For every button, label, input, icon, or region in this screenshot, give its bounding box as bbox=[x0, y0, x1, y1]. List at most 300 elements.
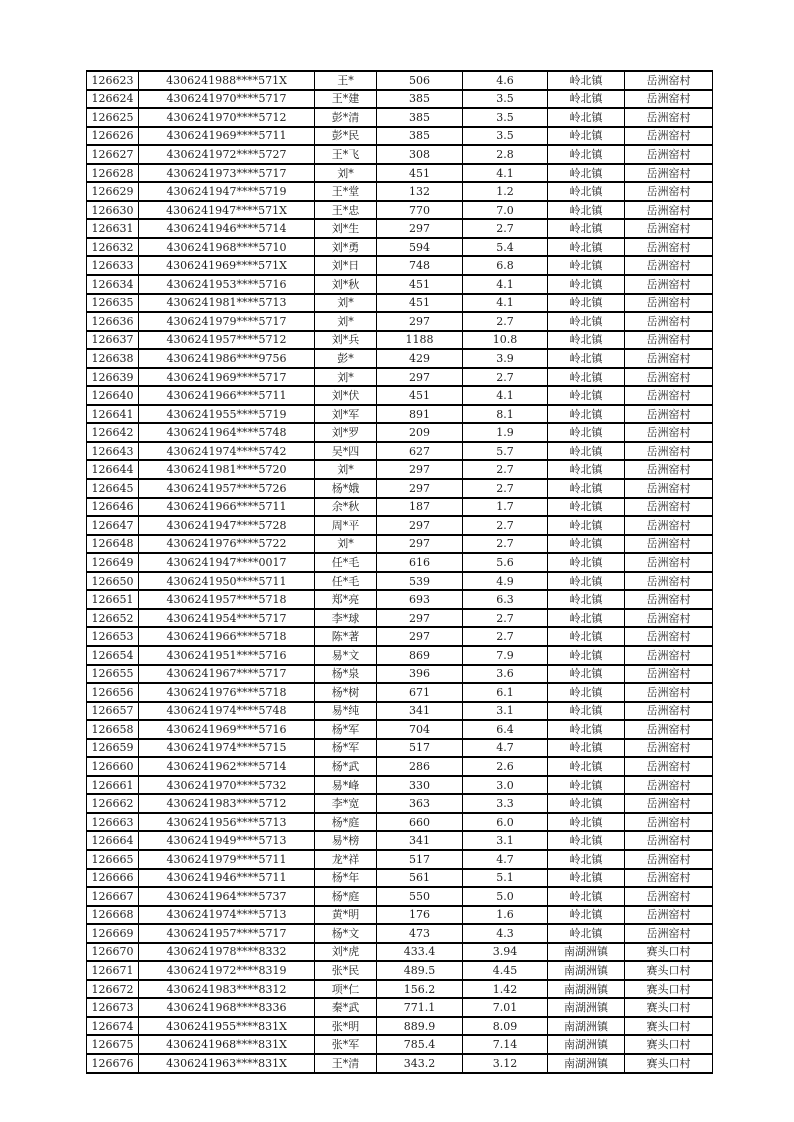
cell-id-number: 4306241970****5717 bbox=[139, 90, 315, 109]
cell-id-number: 4306241969****571X bbox=[139, 256, 315, 275]
cell-village: 岳洲窑村 bbox=[625, 349, 713, 368]
cell-town: 岭北镇 bbox=[548, 275, 625, 294]
cell-record-no: 126650 bbox=[87, 572, 139, 591]
cell-secondary-amount: 4.6 bbox=[463, 71, 548, 90]
cell-record-no: 126669 bbox=[87, 924, 139, 943]
cell-record-no: 126640 bbox=[87, 386, 139, 405]
cell-village: 赛头口村 bbox=[625, 980, 713, 999]
cell-name: 刘*伏 bbox=[315, 386, 377, 405]
cell-id-number: 4306241957****5718 bbox=[139, 590, 315, 609]
table-row bbox=[87, 831, 713, 850]
cell-id-number: 4306241970****5712 bbox=[139, 108, 315, 127]
cell-record-no: 126667 bbox=[87, 887, 139, 906]
cell-amount: 671 bbox=[377, 683, 463, 702]
cell-record-no: 126631 bbox=[87, 219, 139, 238]
cell-id-number: 4306241978****8332 bbox=[139, 943, 315, 962]
table-row bbox=[87, 368, 713, 387]
cell-village: 岳洲窑村 bbox=[625, 831, 713, 850]
cell-town: 岭北镇 bbox=[548, 108, 625, 127]
cell-id-number: 4306241973****5717 bbox=[139, 164, 315, 183]
cell-record-no: 126675 bbox=[87, 1035, 139, 1054]
cell-secondary-amount: 7.9 bbox=[463, 646, 548, 665]
cell-id-number: 4306241964****5748 bbox=[139, 423, 315, 442]
table-row bbox=[87, 702, 713, 721]
cell-amount: 330 bbox=[377, 776, 463, 795]
cell-town: 岭北镇 bbox=[548, 294, 625, 313]
cell-record-no: 126664 bbox=[87, 831, 139, 850]
cell-town: 岭北镇 bbox=[548, 238, 625, 257]
cell-village: 岳洲窑村 bbox=[625, 256, 713, 275]
cell-amount: 132 bbox=[377, 182, 463, 201]
cell-village: 岳洲窑村 bbox=[625, 609, 713, 628]
cell-id-number: 4306241976****5722 bbox=[139, 535, 315, 554]
cell-town: 岭北镇 bbox=[548, 405, 625, 424]
cell-id-number: 4306241974****5742 bbox=[139, 442, 315, 461]
cell-id-number: 4306241969****5717 bbox=[139, 368, 315, 387]
cell-record-no: 126633 bbox=[87, 256, 139, 275]
cell-id-number: 4306241974****5748 bbox=[139, 702, 315, 721]
cell-amount: 297 bbox=[377, 219, 463, 238]
table-row bbox=[87, 535, 713, 554]
cell-id-number: 4306241974****5713 bbox=[139, 906, 315, 925]
table-row bbox=[87, 423, 713, 442]
cell-secondary-amount: 2.7 bbox=[463, 312, 548, 331]
table-row bbox=[87, 813, 713, 832]
cell-amount: 308 bbox=[377, 145, 463, 164]
cell-id-number: 4306241979****5711 bbox=[139, 850, 315, 869]
table-row bbox=[87, 331, 713, 350]
cell-amount: 451 bbox=[377, 275, 463, 294]
cell-secondary-amount: 5.4 bbox=[463, 238, 548, 257]
cell-amount: 506 bbox=[377, 71, 463, 90]
cell-town: 岭北镇 bbox=[548, 182, 625, 201]
cell-id-number: 4306241983****5712 bbox=[139, 794, 315, 813]
cell-amount: 770 bbox=[377, 201, 463, 220]
cell-record-no: 126632 bbox=[87, 238, 139, 257]
cell-record-no: 126660 bbox=[87, 757, 139, 776]
cell-amount: 473 bbox=[377, 924, 463, 943]
cell-name: 李*宽 bbox=[315, 794, 377, 813]
cell-town: 南湖洲镇 bbox=[548, 1035, 625, 1054]
cell-record-no: 126646 bbox=[87, 498, 139, 517]
cell-id-number: 4306241963****831X bbox=[139, 1054, 315, 1073]
table-row bbox=[87, 850, 713, 869]
table-row bbox=[87, 275, 713, 294]
cell-village: 岳洲窑村 bbox=[625, 423, 713, 442]
cell-town: 岭北镇 bbox=[548, 219, 625, 238]
cell-id-number: 4306241966****5711 bbox=[139, 498, 315, 517]
cell-record-no: 126639 bbox=[87, 368, 139, 387]
cell-record-no: 126628 bbox=[87, 164, 139, 183]
cell-town: 岭北镇 bbox=[548, 683, 625, 702]
cell-record-no: 126644 bbox=[87, 460, 139, 479]
cell-amount: 517 bbox=[377, 850, 463, 869]
table-row bbox=[87, 683, 713, 702]
cell-town: 南湖洲镇 bbox=[548, 1017, 625, 1036]
cell-record-no: 126666 bbox=[87, 869, 139, 888]
cell-name: 张*军 bbox=[315, 1035, 377, 1054]
cell-town: 岭北镇 bbox=[548, 442, 625, 461]
cell-town: 岭北镇 bbox=[548, 127, 625, 146]
cell-amount: 1188 bbox=[377, 331, 463, 350]
cell-town: 岭北镇 bbox=[548, 553, 625, 572]
table-row bbox=[87, 516, 713, 535]
cell-town: 岭北镇 bbox=[548, 201, 625, 220]
cell-village: 赛头口村 bbox=[625, 1017, 713, 1036]
cell-amount: 616 bbox=[377, 553, 463, 572]
cell-secondary-amount: 4.45 bbox=[463, 961, 548, 980]
cell-id-number: 4306241957****5712 bbox=[139, 331, 315, 350]
cell-id-number: 4306241970****5732 bbox=[139, 776, 315, 795]
cell-record-no: 126651 bbox=[87, 590, 139, 609]
table-row bbox=[87, 145, 713, 164]
table-row bbox=[87, 108, 713, 127]
cell-id-number: 4306241979****5717 bbox=[139, 312, 315, 331]
cell-secondary-amount: 1.6 bbox=[463, 906, 548, 925]
cell-id-number: 4306241974****5715 bbox=[139, 739, 315, 758]
cell-town: 岭北镇 bbox=[548, 757, 625, 776]
cell-name: 杨*武 bbox=[315, 757, 377, 776]
table-row bbox=[87, 182, 713, 201]
cell-town: 岭北镇 bbox=[548, 665, 625, 684]
cell-amount: 343.2 bbox=[377, 1054, 463, 1073]
cell-record-no: 126665 bbox=[87, 850, 139, 869]
cell-amount: 385 bbox=[377, 90, 463, 109]
cell-secondary-amount: 4.1 bbox=[463, 386, 548, 405]
cell-secondary-amount: 3.3 bbox=[463, 794, 548, 813]
cell-secondary-amount: 2.7 bbox=[463, 609, 548, 628]
table-row bbox=[87, 776, 713, 795]
cell-name: 郑*亮 bbox=[315, 590, 377, 609]
cell-name: 刘*勇 bbox=[315, 238, 377, 257]
cell-town: 岭北镇 bbox=[548, 331, 625, 350]
cell-record-no: 126656 bbox=[87, 683, 139, 702]
cell-id-number: 4306241981****5713 bbox=[139, 294, 315, 313]
cell-town: 岭北镇 bbox=[548, 924, 625, 943]
cell-village: 岳洲窑村 bbox=[625, 312, 713, 331]
cell-name: 彭*民 bbox=[315, 127, 377, 146]
cell-village: 岳洲窑村 bbox=[625, 368, 713, 387]
cell-secondary-amount: 2.8 bbox=[463, 145, 548, 164]
cell-secondary-amount: 4.1 bbox=[463, 275, 548, 294]
table-row bbox=[87, 665, 713, 684]
cell-name: 易*纯 bbox=[315, 702, 377, 721]
cell-amount: 451 bbox=[377, 164, 463, 183]
cell-record-no: 126625 bbox=[87, 108, 139, 127]
cell-town: 岭北镇 bbox=[548, 906, 625, 925]
cell-secondary-amount: 1.42 bbox=[463, 980, 548, 999]
cell-id-number: 4306241954****5717 bbox=[139, 609, 315, 628]
cell-id-number: 4306241957****5717 bbox=[139, 924, 315, 943]
cell-village: 岳洲窑村 bbox=[625, 869, 713, 888]
cell-secondary-amount: 1.7 bbox=[463, 498, 548, 517]
cell-amount: 433.4 bbox=[377, 943, 463, 962]
cell-village: 岳洲窑村 bbox=[625, 887, 713, 906]
cell-name: 王*飞 bbox=[315, 145, 377, 164]
cell-town: 岭北镇 bbox=[548, 479, 625, 498]
cell-name: 王*忠 bbox=[315, 201, 377, 220]
cell-village: 岳洲窑村 bbox=[625, 275, 713, 294]
cell-amount: 297 bbox=[377, 479, 463, 498]
cell-id-number: 4306241947****0017 bbox=[139, 553, 315, 572]
cell-id-number: 4306241953****5716 bbox=[139, 275, 315, 294]
cell-secondary-amount: 1.9 bbox=[463, 423, 548, 442]
table-row bbox=[87, 460, 713, 479]
table-row bbox=[87, 201, 713, 220]
cell-secondary-amount: 5.7 bbox=[463, 442, 548, 461]
cell-town: 岭北镇 bbox=[548, 590, 625, 609]
cell-village: 赛头口村 bbox=[625, 998, 713, 1017]
cell-secondary-amount: 6.8 bbox=[463, 256, 548, 275]
cell-town: 南湖洲镇 bbox=[548, 943, 625, 962]
cell-amount: 869 bbox=[377, 646, 463, 665]
cell-amount: 209 bbox=[377, 423, 463, 442]
cell-record-no: 126661 bbox=[87, 776, 139, 795]
cell-village: 岳洲窑村 bbox=[625, 757, 713, 776]
cell-town: 岭北镇 bbox=[548, 739, 625, 758]
cell-town: 岭北镇 bbox=[548, 813, 625, 832]
cell-id-number: 4306241949****5713 bbox=[139, 831, 315, 850]
cell-town: 南湖洲镇 bbox=[548, 998, 625, 1017]
cell-name: 刘* bbox=[315, 312, 377, 331]
cell-amount: 297 bbox=[377, 460, 463, 479]
table-row bbox=[87, 442, 713, 461]
table-row bbox=[87, 1035, 713, 1054]
table-row bbox=[87, 943, 713, 962]
cell-secondary-amount: 6.4 bbox=[463, 720, 548, 739]
cell-record-no: 126674 bbox=[87, 1017, 139, 1036]
cell-village: 岳洲窑村 bbox=[625, 498, 713, 517]
cell-town: 岭北镇 bbox=[548, 145, 625, 164]
cell-name: 刘*生 bbox=[315, 219, 377, 238]
cell-name: 杨*庭 bbox=[315, 813, 377, 832]
cell-amount: 889.9 bbox=[377, 1017, 463, 1036]
cell-village: 岳洲窑村 bbox=[625, 720, 713, 739]
cell-name: 刘*罗 bbox=[315, 423, 377, 442]
records-table-body bbox=[87, 71, 713, 1073]
cell-amount: 594 bbox=[377, 238, 463, 257]
cell-name: 刘*军 bbox=[315, 405, 377, 424]
table-row bbox=[87, 386, 713, 405]
cell-name: 易*峰 bbox=[315, 776, 377, 795]
table-row bbox=[87, 720, 713, 739]
cell-amount: 385 bbox=[377, 127, 463, 146]
cell-amount: 297 bbox=[377, 368, 463, 387]
cell-secondary-amount: 4.3 bbox=[463, 924, 548, 943]
table-row bbox=[87, 627, 713, 646]
cell-amount: 341 bbox=[377, 702, 463, 721]
cell-secondary-amount: 3.6 bbox=[463, 665, 548, 684]
cell-record-no: 126634 bbox=[87, 275, 139, 294]
cell-name: 刘* bbox=[315, 535, 377, 554]
cell-amount: 748 bbox=[377, 256, 463, 275]
cell-amount: 693 bbox=[377, 590, 463, 609]
cell-id-number: 4306241951****5716 bbox=[139, 646, 315, 665]
table-row bbox=[87, 127, 713, 146]
cell-id-number: 4306241955****831X bbox=[139, 1017, 315, 1036]
cell-id-number: 4306241972****5727 bbox=[139, 145, 315, 164]
cell-village: 岳洲窑村 bbox=[625, 813, 713, 832]
cell-id-number: 4306241957****5726 bbox=[139, 479, 315, 498]
cell-secondary-amount: 8.09 bbox=[463, 1017, 548, 1036]
cell-secondary-amount: 2.7 bbox=[463, 516, 548, 535]
cell-record-no: 126645 bbox=[87, 479, 139, 498]
cell-amount: 363 bbox=[377, 794, 463, 813]
cell-town: 岭北镇 bbox=[548, 256, 625, 275]
cell-town: 南湖洲镇 bbox=[548, 980, 625, 999]
cell-record-no: 126654 bbox=[87, 646, 139, 665]
cell-secondary-amount: 2.7 bbox=[463, 627, 548, 646]
cell-secondary-amount: 3.1 bbox=[463, 831, 548, 850]
cell-record-no: 126676 bbox=[87, 1054, 139, 1073]
cell-id-number: 4306241964****5737 bbox=[139, 887, 315, 906]
cell-record-no: 126673 bbox=[87, 998, 139, 1017]
cell-village: 岳洲窑村 bbox=[625, 553, 713, 572]
cell-amount: 297 bbox=[377, 312, 463, 331]
cell-name: 陈*著 bbox=[315, 627, 377, 646]
cell-secondary-amount: 4.1 bbox=[463, 294, 548, 313]
cell-amount: 517 bbox=[377, 739, 463, 758]
cell-amount: 660 bbox=[377, 813, 463, 832]
cell-village: 岳洲窑村 bbox=[625, 331, 713, 350]
cell-secondary-amount: 8.1 bbox=[463, 405, 548, 424]
cell-secondary-amount: 1.2 bbox=[463, 182, 548, 201]
cell-name: 杨*年 bbox=[315, 869, 377, 888]
cell-name: 王*建 bbox=[315, 90, 377, 109]
cell-secondary-amount: 2.6 bbox=[463, 757, 548, 776]
cell-record-no: 126636 bbox=[87, 312, 139, 331]
cell-secondary-amount: 3.0 bbox=[463, 776, 548, 795]
cell-amount: 771.1 bbox=[377, 998, 463, 1017]
table-row bbox=[87, 998, 713, 1017]
table-row bbox=[87, 906, 713, 925]
cell-village: 岳洲窑村 bbox=[625, 201, 713, 220]
cell-village: 岳洲窑村 bbox=[625, 535, 713, 554]
cell-id-number: 4306241955****5719 bbox=[139, 405, 315, 424]
cell-name: 李*球 bbox=[315, 609, 377, 628]
cell-village: 岳洲窑村 bbox=[625, 219, 713, 238]
cell-id-number: 4306241947****5719 bbox=[139, 182, 315, 201]
cell-secondary-amount: 7.14 bbox=[463, 1035, 548, 1054]
cell-secondary-amount: 7.01 bbox=[463, 998, 548, 1017]
cell-name: 周*平 bbox=[315, 516, 377, 535]
cell-record-no: 126626 bbox=[87, 127, 139, 146]
cell-town: 岭北镇 bbox=[548, 349, 625, 368]
cell-name: 张*民 bbox=[315, 961, 377, 980]
table-row bbox=[87, 980, 713, 999]
cell-name: 余*秋 bbox=[315, 498, 377, 517]
cell-village: 赛头口村 bbox=[625, 961, 713, 980]
cell-record-no: 126662 bbox=[87, 794, 139, 813]
table-row bbox=[87, 794, 713, 813]
cell-town: 岭北镇 bbox=[548, 609, 625, 628]
cell-town: 岭北镇 bbox=[548, 572, 625, 591]
table-row bbox=[87, 609, 713, 628]
cell-secondary-amount: 4.1 bbox=[463, 164, 548, 183]
table-row bbox=[87, 869, 713, 888]
cell-village: 岳洲窑村 bbox=[625, 516, 713, 535]
cell-id-number: 4306241947****571X bbox=[139, 201, 315, 220]
table-row bbox=[87, 553, 713, 572]
cell-town: 岭北镇 bbox=[548, 646, 625, 665]
table-row bbox=[87, 590, 713, 609]
table-row bbox=[87, 238, 713, 257]
cell-record-no: 126641 bbox=[87, 405, 139, 424]
cell-record-no: 126653 bbox=[87, 627, 139, 646]
cell-town: 岭北镇 bbox=[548, 460, 625, 479]
cell-amount: 176 bbox=[377, 906, 463, 925]
cell-amount: 156.2 bbox=[377, 980, 463, 999]
cell-town: 岭北镇 bbox=[548, 831, 625, 850]
cell-name: 张*明 bbox=[315, 1017, 377, 1036]
cell-amount: 704 bbox=[377, 720, 463, 739]
table-row bbox=[87, 887, 713, 906]
cell-secondary-amount: 5.6 bbox=[463, 553, 548, 572]
cell-name: 刘*兵 bbox=[315, 331, 377, 350]
cell-id-number: 4306241986****9756 bbox=[139, 349, 315, 368]
table-row bbox=[87, 405, 713, 424]
cell-secondary-amount: 3.12 bbox=[463, 1054, 548, 1073]
cell-id-number: 4306241969****5711 bbox=[139, 127, 315, 146]
cell-town: 岭北镇 bbox=[548, 498, 625, 517]
cell-name: 杨*军 bbox=[315, 739, 377, 758]
cell-village: 岳洲窑村 bbox=[625, 590, 713, 609]
cell-record-no: 126657 bbox=[87, 702, 139, 721]
cell-village: 岳洲窑村 bbox=[625, 460, 713, 479]
table-row bbox=[87, 349, 713, 368]
table-row bbox=[87, 924, 713, 943]
cell-record-no: 126672 bbox=[87, 980, 139, 999]
cell-id-number: 4306241967****5717 bbox=[139, 665, 315, 684]
cell-village: 赛头口村 bbox=[625, 1054, 713, 1073]
cell-amount: 451 bbox=[377, 294, 463, 313]
cell-record-no: 126627 bbox=[87, 145, 139, 164]
cell-amount: 429 bbox=[377, 349, 463, 368]
cell-town: 岭北镇 bbox=[548, 794, 625, 813]
cell-amount: 187 bbox=[377, 498, 463, 517]
cell-village: 岳洲窑村 bbox=[625, 182, 713, 201]
cell-record-no: 126659 bbox=[87, 739, 139, 758]
cell-id-number: 4306241968****5710 bbox=[139, 238, 315, 257]
cell-name: 易*榜 bbox=[315, 831, 377, 850]
cell-secondary-amount: 3.1 bbox=[463, 702, 548, 721]
cell-record-no: 126648 bbox=[87, 535, 139, 554]
cell-village: 赛头口村 bbox=[625, 1035, 713, 1054]
cell-name: 秦*武 bbox=[315, 998, 377, 1017]
cell-name: 任*毛 bbox=[315, 572, 377, 591]
cell-id-number: 4306241968****8336 bbox=[139, 998, 315, 1017]
cell-town: 南湖洲镇 bbox=[548, 961, 625, 980]
cell-secondary-amount: 5.1 bbox=[463, 869, 548, 888]
cell-name: 杨*树 bbox=[315, 683, 377, 702]
cell-secondary-amount: 4.7 bbox=[463, 850, 548, 869]
cell-name: 吴*四 bbox=[315, 442, 377, 461]
cell-name: 刘*秋 bbox=[315, 275, 377, 294]
cell-name: 杨*军 bbox=[315, 720, 377, 739]
cell-village: 岳洲窑村 bbox=[625, 850, 713, 869]
cell-record-no: 126671 bbox=[87, 961, 139, 980]
cell-town: 岭北镇 bbox=[548, 720, 625, 739]
table-row bbox=[87, 71, 713, 90]
cell-secondary-amount: 4.9 bbox=[463, 572, 548, 591]
cell-town: 岭北镇 bbox=[548, 90, 625, 109]
cell-village: 岳洲窑村 bbox=[625, 794, 713, 813]
cell-id-number: 4306241981****5720 bbox=[139, 460, 315, 479]
cell-id-number: 4306241972****8319 bbox=[139, 961, 315, 980]
cell-name: 刘* bbox=[315, 164, 377, 183]
table-row bbox=[87, 1017, 713, 1036]
cell-record-no: 126668 bbox=[87, 906, 139, 925]
